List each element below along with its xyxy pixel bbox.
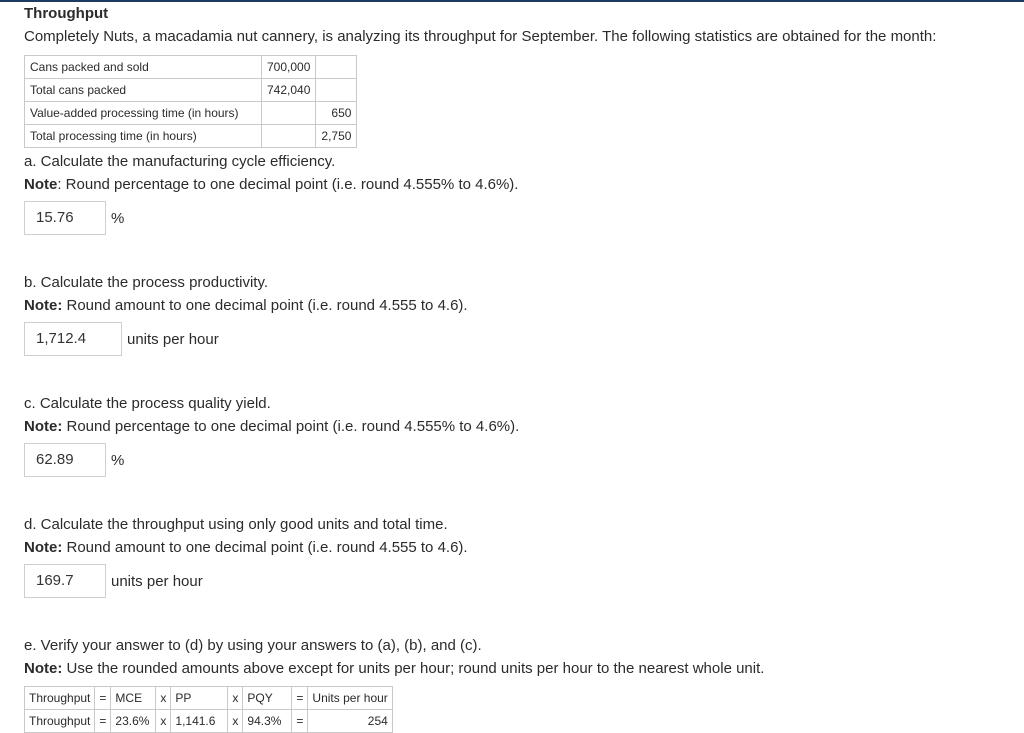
part-b-answer-input[interactable]: 1,712.4 — [24, 322, 122, 356]
header-cell: Throughput — [25, 687, 95, 710]
part-b-note — [24, 296, 1014, 316]
row-value-1 — [262, 125, 316, 148]
header-cell: Units per hour — [308, 687, 392, 710]
top-border — [0, 0, 1024, 2]
part-d-answer-input[interactable]: 169.7 — [24, 564, 106, 598]
part-c-answer-row — [24, 443, 1014, 477]
statistics-table — [24, 55, 357, 148]
question-title: Throughput — [24, 5, 109, 22]
table-row — [25, 79, 357, 102]
part-b-prompt: b. Calculate the process productivity. — [24, 274, 269, 291]
part-c-prompt: c. Calculate the process quality yield. — [24, 395, 271, 412]
table-row — [25, 710, 393, 733]
row-label: Value-added processing time (in hours) — [25, 102, 262, 125]
note-label: Note: — [24, 418, 63, 435]
part-a — [24, 152, 1014, 235]
row-cell: x — [156, 710, 171, 733]
row-label: Total processing time (in hours) — [25, 125, 262, 148]
note-label: Note: — [24, 297, 63, 314]
row-cell: Throughput — [25, 710, 95, 733]
verification-table — [24, 686, 393, 733]
part-a-note — [24, 175, 1014, 195]
row-cell: 1,141.6 — [171, 710, 228, 733]
row-cell: 94.3% — [243, 710, 292, 733]
note-text: Round amount to one decimal point (i.e. round 4.555 to 4.6). — [62, 539, 468, 556]
row-label: Cans packed and sold — [25, 56, 262, 79]
row-label: Total cans packed — [25, 79, 262, 102]
note-text: : Round percentage to one decimal point (i.e. round 4.555% to 4.6%). — [57, 176, 519, 193]
note-text: Round amount to one decimal point (i.e. round 4.555 to 4.6). — [62, 297, 468, 314]
part-b-unit: units per hour — [127, 330, 219, 348]
part-e — [24, 636, 1014, 733]
row-cell: = — [292, 710, 308, 733]
note-label: Note: — [24, 539, 63, 556]
table-row — [25, 102, 357, 125]
note-label: Note: — [24, 660, 63, 677]
part-b — [24, 273, 1014, 356]
table-row — [25, 125, 357, 148]
header-cell: PQY — [243, 687, 292, 710]
row-value-2 — [316, 56, 357, 79]
header-cell: x — [228, 687, 243, 710]
part-d-note — [24, 538, 1014, 558]
row-value-2: 2,750 — [316, 125, 357, 148]
note-label: Note — [24, 176, 58, 193]
row-value-2: 650 — [316, 102, 357, 125]
part-a-answer-row — [24, 201, 1014, 235]
header-cell: = — [95, 687, 111, 710]
part-b-answer-row — [24, 322, 1014, 356]
part-d-answer-row — [24, 564, 1014, 598]
part-a-unit: % — [111, 209, 125, 227]
part-e-prompt: e. Verify your answer to (d) by using your answers to (a), (b), and (c). — [24, 637, 482, 654]
part-a-answer-input[interactable]: 15.76 — [24, 201, 106, 235]
part-d-prompt: d. Calculate the throughput using only good units and total time. — [24, 516, 448, 533]
table-row — [25, 687, 393, 710]
row-value-1: 700,000 — [262, 56, 316, 79]
part-c — [24, 394, 1014, 477]
intro-text: Completely Nuts, a macadamia nut cannery, is analyzing its throughput for September. The following statistics are obtained for the month: — [24, 28, 937, 45]
header-cell: x — [156, 687, 171, 710]
part-e-note — [24, 659, 1014, 679]
part-a-prompt: a. Calculate the manufacturing cycle efficiency. — [24, 153, 336, 170]
question-container — [24, 5, 1014, 733]
row-cell: x — [228, 710, 243, 733]
note-text: Use the rounded amounts above except for units per hour; round units per hour to the nearest whole unit. — [62, 660, 765, 677]
row-value-2 — [316, 79, 357, 102]
header-cell: = — [292, 687, 308, 710]
part-c-note — [24, 417, 1014, 437]
table-row — [25, 56, 357, 79]
part-c-answer-input[interactable]: 62.89 — [24, 443, 106, 477]
header-cell: MCE — [111, 687, 156, 710]
header-cell: PP — [171, 687, 228, 710]
row-cell: 23.6% — [111, 710, 156, 733]
note-text: Round percentage to one decimal point (i.e. round 4.555% to 4.6%). — [62, 418, 520, 435]
verify-answer-input[interactable]: 254 — [308, 710, 392, 733]
row-value-1: 742,040 — [262, 79, 316, 102]
row-cell: = — [95, 710, 111, 733]
part-d-unit: units per hour — [111, 572, 203, 590]
row-value-1 — [262, 102, 316, 125]
part-c-unit: % — [111, 451, 125, 469]
part-d — [24, 515, 1014, 598]
